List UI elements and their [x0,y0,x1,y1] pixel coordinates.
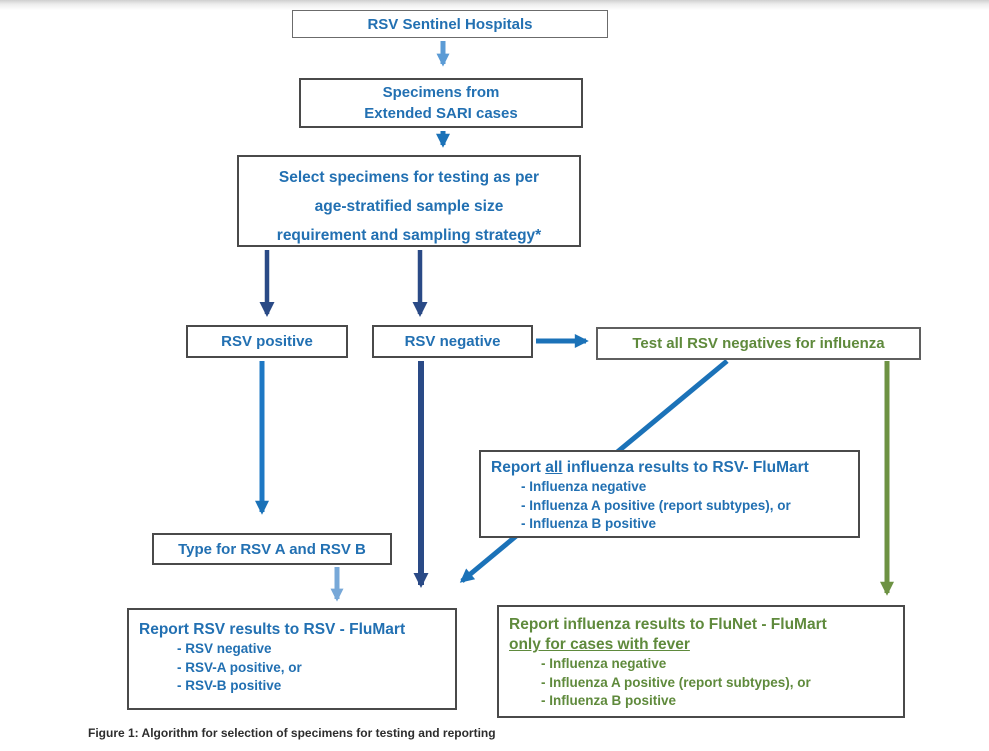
bullet-item: - RSV-B positive [177,678,282,693]
node-label: RSV Sentinel Hospitals [367,15,533,33]
node-rsv-positive [186,325,348,358]
node-label: RSV negative [404,333,501,350]
bullet-item: - Influenza B positive [541,693,677,708]
node-test-all-rsv-negatives [596,327,921,360]
node-label-line2: age-stratified sample size [314,198,504,215]
node-title-line2-underlined: only for cases with fever [509,636,690,653]
bullet-item: - Influenza B positive [521,516,657,531]
node-label: Test all RSV negatives for influenza [632,335,885,352]
node-label-line2: Extended SARI cases [364,105,518,122]
node-label: Type for RSV A and RSV B [178,540,366,558]
node-type-for-rsv-a-and-b [152,533,392,565]
node-title-line1: Report influenza results to FluNet - FluMart [509,616,827,633]
node-rsv-sentinel-hospitals [292,10,608,38]
bullet-item: - Influenza A positive (report subtypes), or [521,497,791,513]
bullet-item: - RSV-A positive, or [177,659,302,675]
node-label-line3: requirement and sampling strategy* [276,227,542,244]
bullet-item: - RSV negative [177,641,272,656]
node-report-influenza-to-flunet-flumart [497,605,905,718]
bullet-item: - Influenza negative [541,656,667,671]
node-report-influenza-to-rsv-flumart [479,450,860,538]
node-rsv-negative [372,325,533,358]
node-specimens-from-extended-sari [299,78,583,128]
node-label: RSV positive [221,333,313,350]
node-label-line1: Select specimens for testing as per [278,169,540,186]
bullet-item: - Influenza A positive (report subtypes), or [541,674,811,690]
bullet-item: - Influenza negative [521,479,647,494]
node-title: Report RSV results to RSV - FluMart [139,621,406,638]
underlined-word: all [545,459,563,476]
node-select-specimens [237,155,581,247]
node-title: Report all influenza results to RSV- FluMart [491,459,809,476]
figure-caption: Figure 1: Algorithm for selection of specimens for testing and reporting [88,726,496,740]
node-label-line1: Specimens from [382,84,500,101]
node-report-rsv-to-rsv-flumart [127,608,457,710]
